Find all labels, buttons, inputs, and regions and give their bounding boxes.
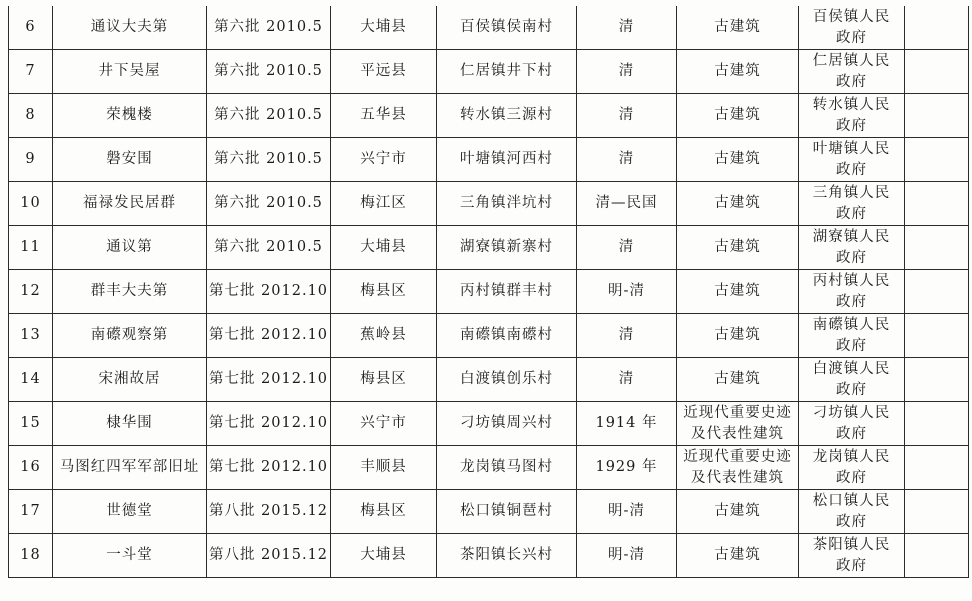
- table-row: [9, 446, 969, 490]
- cell-location: 湖寮镇新寨村: [437, 226, 577, 270]
- cell-empty: [905, 270, 969, 314]
- cell-managing-unit: [799, 226, 905, 270]
- cell-batch: 第八批 2015.12: [207, 490, 331, 534]
- cell-site-name: 世德堂: [53, 490, 207, 534]
- cell-managing-unit-text: 南礤镇人民政府: [812, 316, 891, 354]
- cell-county: 梅县区: [331, 490, 437, 534]
- cell-location: 丙村镇群丰村: [437, 270, 577, 314]
- cell-empty: [905, 490, 969, 534]
- cell-batch: 第七批 2012.10: [207, 402, 331, 446]
- cell-number: 10: [9, 182, 53, 226]
- cell-managing-unit: [799, 270, 905, 314]
- cell-location: 仁居镇井下村: [437, 50, 577, 94]
- cell-location: 白渡镇创乐村: [437, 358, 577, 402]
- cell-managing-unit: [799, 490, 905, 534]
- cell-location: 南礤镇南礤村: [437, 314, 577, 358]
- cell-location: 茶阳镇长兴村: [437, 534, 577, 578]
- cell-number: 12: [9, 270, 53, 314]
- cell-county: 大埔县: [331, 6, 437, 50]
- cell-empty: [905, 6, 969, 50]
- cell-site-name: 群丰大夫第: [53, 270, 207, 314]
- cell-county: 蕉岭县: [331, 314, 437, 358]
- cell-number: 17: [9, 490, 53, 534]
- cell-type: [677, 358, 799, 402]
- cell-county: 梅江区: [331, 182, 437, 226]
- cell-batch: 第八批 2015.12: [207, 534, 331, 578]
- cell-era: 清—民国: [577, 182, 677, 226]
- cell-number: 6: [9, 6, 53, 50]
- table-body: [9, 6, 969, 578]
- cell-number: 15: [9, 402, 53, 446]
- cell-managing-unit-text: 叶塘镇人民政府: [812, 140, 891, 178]
- cell-type-text: 古建筑: [714, 195, 761, 211]
- cell-empty: [905, 182, 969, 226]
- cell-type: [677, 446, 799, 490]
- table-row: [9, 226, 969, 270]
- cell-location: 三角镇泮坑村: [437, 182, 577, 226]
- cell-batch: 第七批 2012.10: [207, 358, 331, 402]
- cell-site-name: 磐安围: [53, 138, 207, 182]
- cell-managing-unit-text: 湖寮镇人民政府: [812, 228, 891, 266]
- cell-number: 18: [9, 534, 53, 578]
- cell-number: 16: [9, 446, 53, 490]
- cell-empty: [905, 446, 969, 490]
- cell-county: 五华县: [331, 94, 437, 138]
- cell-managing-unit-text: 龙岗镇人民政府: [812, 448, 891, 486]
- cell-site-name: 福禄发民居群: [53, 182, 207, 226]
- cell-empty: [905, 50, 969, 94]
- cell-county: 梅县区: [331, 358, 437, 402]
- cell-batch: 第六批 2010.5: [207, 50, 331, 94]
- cell-managing-unit: [799, 182, 905, 226]
- cell-site-name: 井下吴屋: [53, 50, 207, 94]
- cell-managing-unit: [799, 402, 905, 446]
- cell-managing-unit-text: 白渡镇人民政府: [812, 360, 891, 398]
- table-row: [9, 270, 969, 314]
- cell-batch: 第六批 2010.5: [207, 182, 331, 226]
- cell-era: 明-清: [577, 270, 677, 314]
- cell-empty: [905, 402, 969, 446]
- cell-type-text: 古建筑: [714, 547, 761, 563]
- cell-empty: [905, 358, 969, 402]
- table-row: [9, 94, 969, 138]
- cell-type: [677, 534, 799, 578]
- cell-type: [677, 314, 799, 358]
- cell-number: 11: [9, 226, 53, 270]
- cell-type: [677, 226, 799, 270]
- cell-managing-unit-text: 三角镇人民政府: [812, 184, 891, 222]
- cell-type-text: 近现代重要史迹及代表性建筑: [683, 404, 792, 442]
- cell-era: 清: [577, 226, 677, 270]
- cell-site-name: 棣华围: [53, 402, 207, 446]
- cell-county: 大埔县: [331, 534, 437, 578]
- cell-batch: 第六批 2010.5: [207, 94, 331, 138]
- cell-site-name: 通议第: [53, 226, 207, 270]
- table-row: [9, 182, 969, 226]
- cell-managing-unit: [799, 94, 905, 138]
- cell-number: 14: [9, 358, 53, 402]
- cell-type-text: 古建筑: [714, 239, 761, 255]
- cell-era: 清: [577, 6, 677, 50]
- cell-county: 兴宁市: [331, 402, 437, 446]
- cell-managing-unit: [799, 50, 905, 94]
- cell-location: 刁坊镇周兴村: [437, 402, 577, 446]
- cell-type-text: 近现代重要史迹及代表性建筑: [683, 448, 792, 486]
- cell-site-name: 荣槐楼: [53, 94, 207, 138]
- cell-batch: 第七批 2012.10: [207, 446, 331, 490]
- cell-batch: 第七批 2012.10: [207, 270, 331, 314]
- cell-era: 清: [577, 314, 677, 358]
- cell-managing-unit: [799, 534, 905, 578]
- table-row: [9, 6, 969, 50]
- cell-site-name: 宋湘故居: [53, 358, 207, 402]
- cell-location: 转水镇三源村: [437, 94, 577, 138]
- table-row: [9, 490, 969, 534]
- cell-era: 清: [577, 94, 677, 138]
- cell-number: 7: [9, 50, 53, 94]
- cell-type-text: 古建筑: [714, 371, 761, 387]
- cell-managing-unit-text: 茶阳镇人民政府: [812, 536, 891, 574]
- cell-era: 清: [577, 358, 677, 402]
- cell-type: [677, 50, 799, 94]
- cell-batch: 第六批 2010.5: [207, 6, 331, 50]
- table-row: [9, 138, 969, 182]
- cell-managing-unit-text: 仁居镇人民政府: [812, 52, 891, 90]
- cell-number: 8: [9, 94, 53, 138]
- cell-era: 明-清: [577, 534, 677, 578]
- cell-managing-unit: [799, 358, 905, 402]
- cell-county: 兴宁市: [331, 138, 437, 182]
- cell-type-text: 古建筑: [714, 283, 761, 299]
- cell-era: 清: [577, 50, 677, 94]
- cell-era: 1914 年: [577, 402, 677, 446]
- table-row: [9, 402, 969, 446]
- cell-empty: [905, 226, 969, 270]
- cell-type-text: 古建筑: [714, 107, 761, 123]
- cell-number: 13: [9, 314, 53, 358]
- cell-site-name: 马图红四军军部旧址: [53, 446, 207, 490]
- cell-empty: [905, 94, 969, 138]
- cell-managing-unit: [799, 314, 905, 358]
- cell-type: [677, 94, 799, 138]
- cell-managing-unit-text: 丙村镇人民政府: [812, 272, 891, 310]
- cell-type: [677, 6, 799, 50]
- cell-era: 明-清: [577, 490, 677, 534]
- cell-batch: 第六批 2010.5: [207, 226, 331, 270]
- cell-type-text: 古建筑: [714, 63, 761, 79]
- cell-managing-unit-text: 百侯镇人民政府: [812, 8, 891, 46]
- cell-empty: [905, 138, 969, 182]
- cell-site-name: 一斗堂: [53, 534, 207, 578]
- cell-managing-unit: [799, 138, 905, 182]
- cell-county: 梅县区: [331, 270, 437, 314]
- cell-batch: 第六批 2010.5: [207, 138, 331, 182]
- cell-type-text: 古建筑: [714, 19, 761, 35]
- heritage-sites-table: [8, 6, 969, 578]
- cell-location: 百侯镇侯南村: [437, 6, 577, 50]
- cell-era: 清: [577, 138, 677, 182]
- cell-empty: [905, 534, 969, 578]
- cell-managing-unit: [799, 446, 905, 490]
- table-row: [9, 50, 969, 94]
- cell-type: [677, 270, 799, 314]
- cell-county: 平远县: [331, 50, 437, 94]
- table-row: [9, 314, 969, 358]
- cell-managing-unit-text: 松口镇人民政府: [812, 492, 891, 530]
- table-row: [9, 534, 969, 578]
- cell-location: 叶塘镇河西村: [437, 138, 577, 182]
- cell-type: [677, 182, 799, 226]
- cell-type: [677, 490, 799, 534]
- cell-location: 龙岗镇马图村: [437, 446, 577, 490]
- cell-type: [677, 402, 799, 446]
- cell-type-text: 古建筑: [714, 151, 761, 167]
- cell-type: [677, 138, 799, 182]
- cell-managing-unit-text: 刁坊镇人民政府: [812, 404, 891, 442]
- cell-managing-unit-text: 转水镇人民政府: [812, 96, 891, 134]
- cell-empty: [905, 314, 969, 358]
- cell-site-name: 南礤观察第: [53, 314, 207, 358]
- cell-county: 丰顺县: [331, 446, 437, 490]
- cell-managing-unit: [799, 6, 905, 50]
- cell-county: 大埔县: [331, 226, 437, 270]
- cell-number: 9: [9, 138, 53, 182]
- cell-site-name: 通议大夫第: [53, 6, 207, 50]
- cell-location: 松口镇铜琶村: [437, 490, 577, 534]
- cell-type-text: 古建筑: [714, 327, 761, 343]
- cell-batch: 第七批 2012.10: [207, 314, 331, 358]
- cell-era: 1929 年: [577, 446, 677, 490]
- cell-type-text: 古建筑: [714, 503, 761, 519]
- table-row: [9, 358, 969, 402]
